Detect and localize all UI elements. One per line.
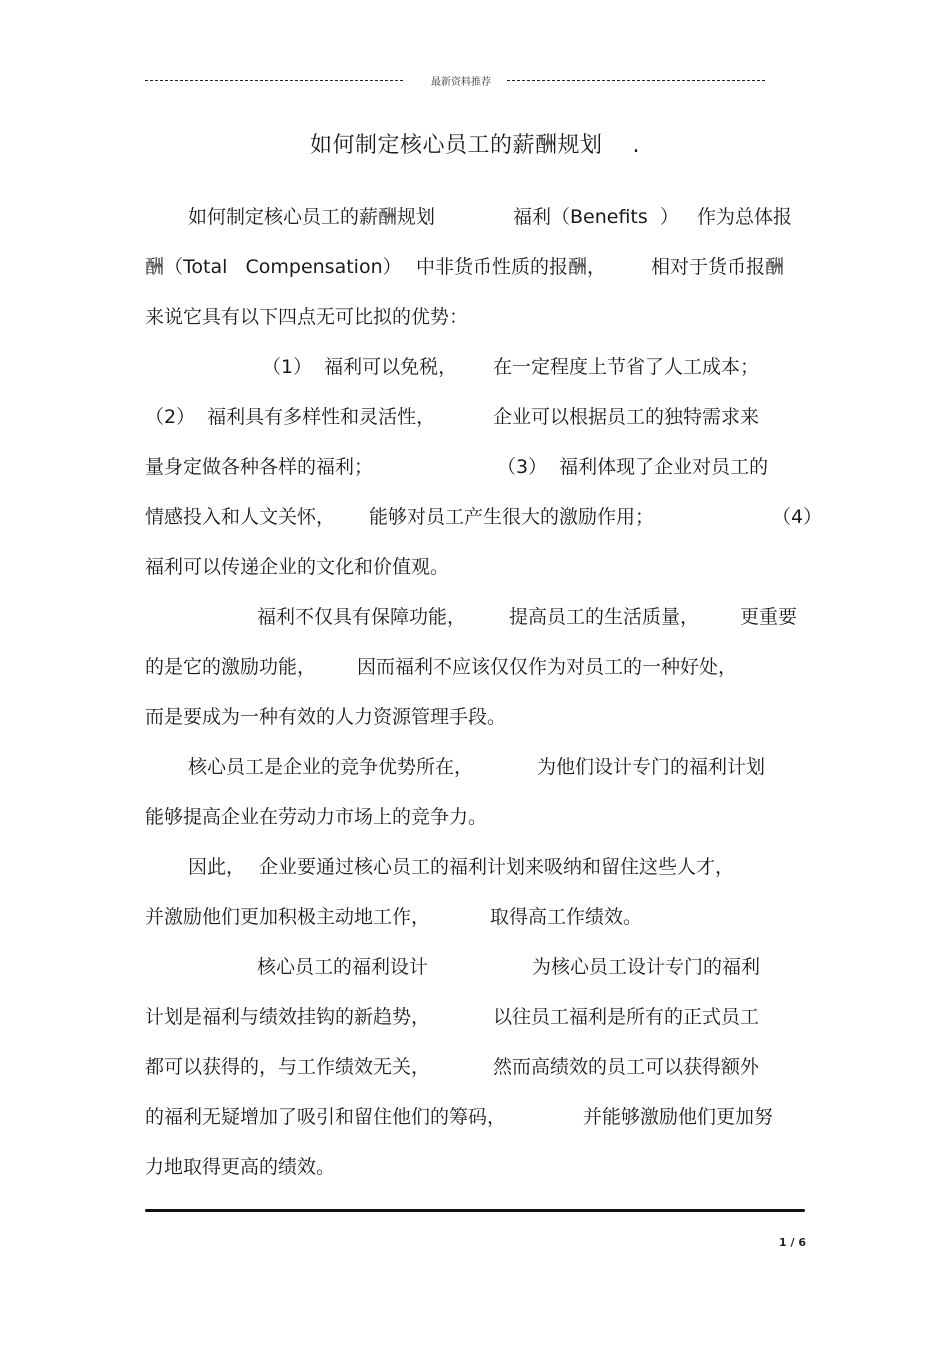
text-line <box>0 802 950 832</box>
text-segment: 的福利无疑增加了吸引和留住他们的筹码， <box>145 1106 507 1128</box>
text-segment: 更重要 <box>740 606 798 628</box>
text-line <box>0 1152 950 1182</box>
text-segment: 情感投入和人文关怀， <box>145 506 336 528</box>
text-segment: 相对于货币报酬 <box>651 256 785 278</box>
text-segment: 为核心员工设计专门的福利 <box>532 956 761 978</box>
text-segment: 以往员工福利是所有的正式员工 <box>493 1006 760 1028</box>
text-segment: （1） 福利可以免税， <box>262 356 458 378</box>
header-rule-left <box>145 80 403 81</box>
text-line <box>0 252 950 282</box>
text-line <box>0 502 950 532</box>
text-line <box>0 752 950 782</box>
text-line <box>0 702 950 732</box>
text-segment: 因而福利不应该仅仅作为对员工的一种好处， <box>357 656 738 678</box>
text-segment: （2） 福利具有多样性和灵活性， <box>145 406 436 428</box>
text-line <box>0 602 950 632</box>
text-line <box>0 202 950 232</box>
text-segment: 量身定做各种各样的福利； <box>145 456 374 478</box>
page-number: 1 / 6 <box>779 1236 806 1249</box>
header-text: 最新资料推荐 <box>431 76 491 88</box>
text-segment: 中非货币性质的报酬， <box>416 256 607 278</box>
text-segment: 福利（Benefits ） <box>513 206 679 228</box>
document-title: 如何制定核心员工的薪酬规划 . <box>310 133 640 158</box>
text-line <box>0 1102 950 1132</box>
text-segment: 都可以获得的，与工作绩效无关， <box>145 1056 431 1078</box>
text-segment: 提高员工的生活质量， <box>509 606 700 628</box>
text-line <box>0 952 950 982</box>
text-segment: 然而高绩效的员工可以获得额外 <box>493 1056 760 1078</box>
text-segment: 来说它具有以下四点无可比拟的优势： <box>145 306 469 328</box>
text-line <box>0 652 950 682</box>
text-segment: 并激励他们更加积极主动地工作， <box>145 906 431 928</box>
text-segment: 为他们设计专门的福利计划 <box>537 756 766 778</box>
text-segment: 企业要通过核心员工的福利计划来吸纳和留住这些人才， <box>259 856 735 878</box>
text-line <box>0 852 950 882</box>
text-segment: 作为总体报 <box>697 206 793 228</box>
text-segment: （4） <box>772 506 823 528</box>
text-line <box>0 1052 950 1082</box>
text-line <box>0 452 950 482</box>
text-segment: 并能够激励他们更加努 <box>583 1106 774 1128</box>
text-segment: 的是它的激励功能， <box>145 656 317 678</box>
text-line <box>0 902 950 932</box>
text-segment: 企业可以根据员工的独特需求来 <box>493 406 760 428</box>
text-segment: 在一定程度上节省了人工成本； <box>493 356 760 378</box>
header-rule-right <box>507 80 765 81</box>
text-segment: 取得高工作绩效。 <box>490 906 643 928</box>
text-line <box>0 402 950 432</box>
text-segment: 力地取得更高的绩效。 <box>145 1156 336 1178</box>
text-line <box>0 302 950 332</box>
text-segment: 酬（Total Compensation） <box>145 256 402 278</box>
text-line <box>0 552 950 582</box>
text-segment: 而是要成为一种有效的人力资源管理手段。 <box>145 706 507 728</box>
text-segment: 计划是福利与绩效挂钩的新趋势， <box>145 1006 431 1028</box>
text-segment: 因此， <box>188 856 246 878</box>
text-segment: （3） 福利体现了企业对员工的 <box>497 456 769 478</box>
text-segment: 如何制定核心员工的薪酬规划 <box>188 206 436 228</box>
text-segment: 能够提高企业在劳动力市场上的竞争力。 <box>145 806 488 828</box>
footer-rule <box>145 1209 805 1212</box>
text-segment: 福利不仅具有保障功能， <box>257 606 467 628</box>
text-line <box>0 352 950 382</box>
text-segment: 能够对员工产生很大的激励作用； <box>369 506 655 528</box>
text-line <box>0 1002 950 1032</box>
page-header <box>145 72 765 88</box>
text-segment: 福利可以传递企业的文化和价值观。 <box>145 556 450 578</box>
text-segment: 核心员工的福利设计 <box>257 956 429 978</box>
text-segment: 核心员工是企业的竞争优势所在， <box>188 756 474 778</box>
